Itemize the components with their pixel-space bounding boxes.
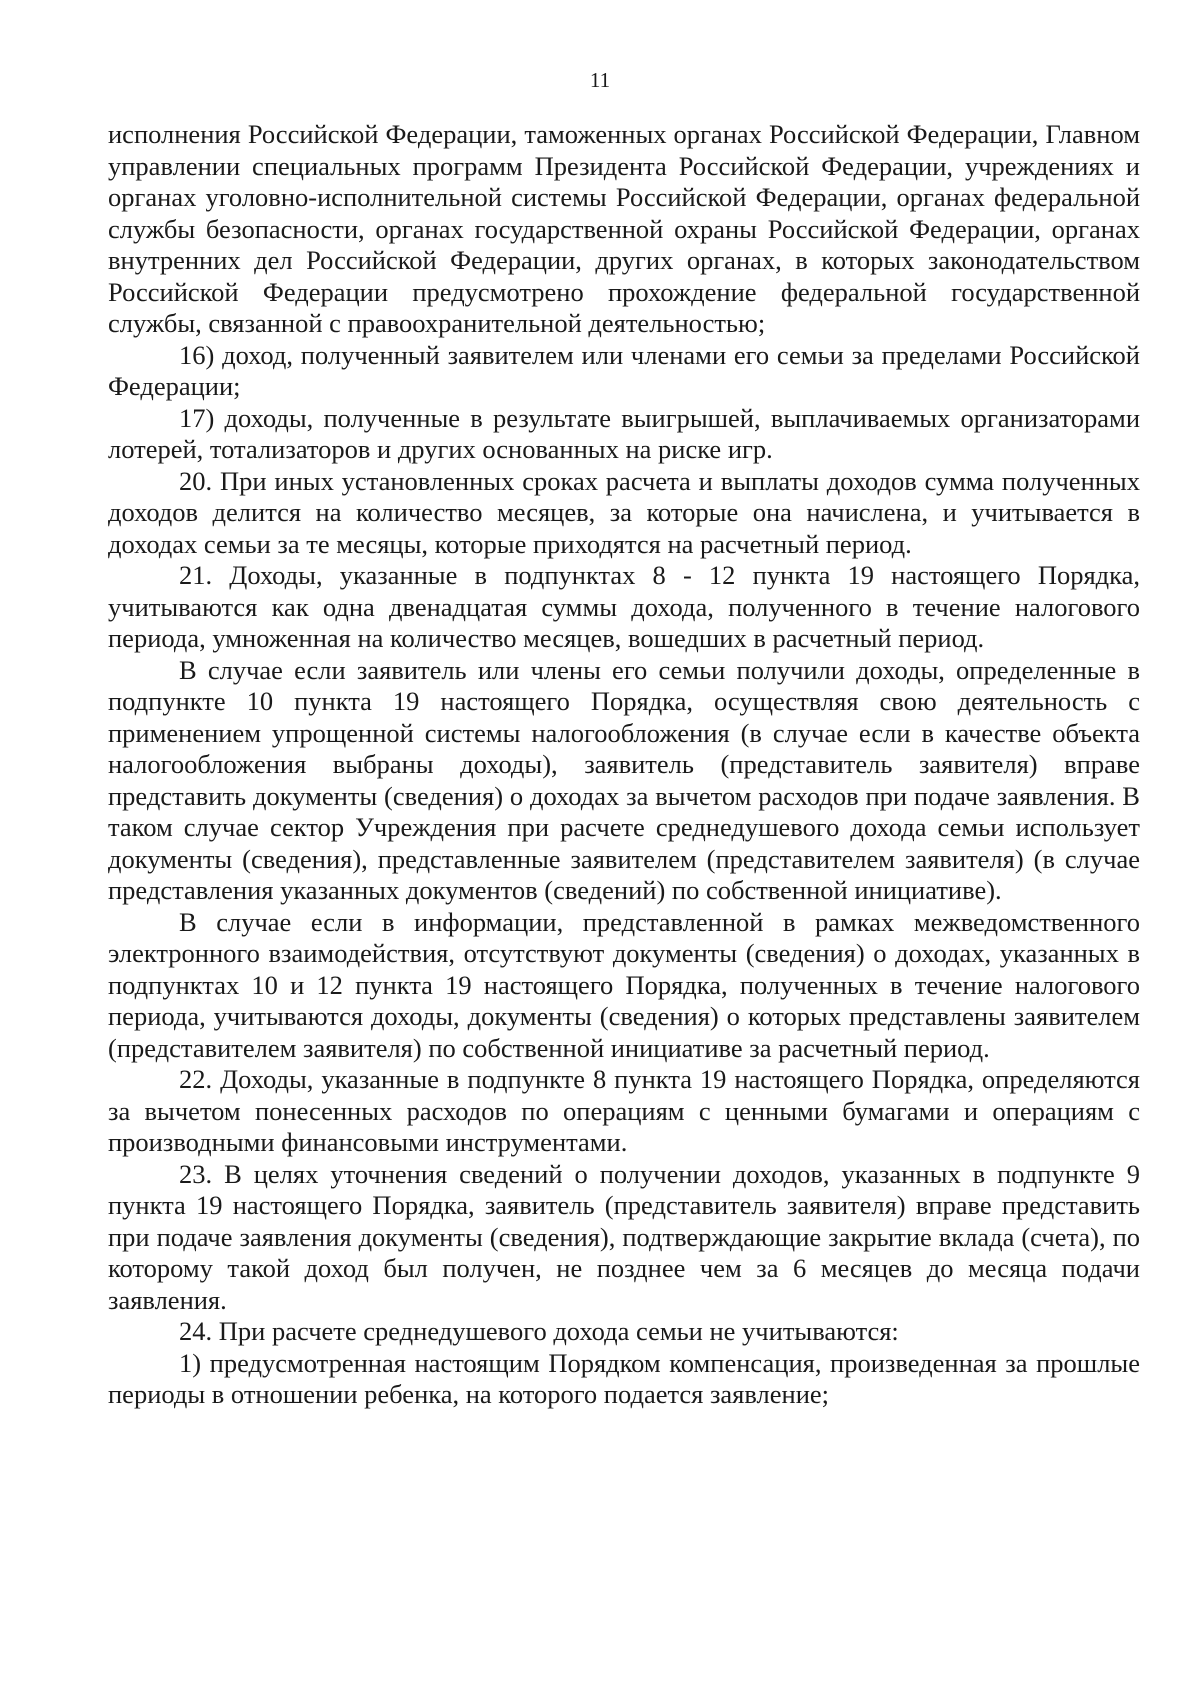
page-number: 11 bbox=[589, 68, 611, 92]
paragraph-clause-21-interagency: В случае если в информации, представленной в рамках межведомственного электронного взаимодействия, отсутствуют документы (сведения) о доходах, указанных в подпунктах 10 и 12 пункта 19 настоящего Порядка, полученных в течение налогового периода, учитываются доходы, документы (сведения) о которых представлены заявителем (представителем заявителя) по собственной инициативе за расчетный период. bbox=[108, 906, 1140, 1063]
paragraph-clause-20: 20. При иных установленных сроках расчета и выплаты доходов сумма полученных доходов делится на количество месяцев, за которые она начислена, и учитывается в доходах семьи за те месяцы, которые приходятся на расчетный период. bbox=[108, 465, 1140, 559]
paragraph-clause-23: 23. В целях уточнения сведений о получении доходов, указанных в подпункте 9 пункта 19 настоящего Порядка, заявитель (представитель заявителя) вправе представить при подаче заявления документы (сведения), подтверждающие закрытие вклада (счета), по которому такой доход был получен, не позднее чем за 6 месяцев до месяца подачи заявления. bbox=[108, 1158, 1140, 1315]
paragraph-item-17: 17) доходы, полученные в результате выигрышей, выплачиваемых организаторами лотерей, тотализаторов и других основанных на риске игр. bbox=[108, 402, 1140, 464]
paragraph-clause-22: 22. Доходы, указанные в подпункте 8 пункта 19 настоящего Порядка, определяются за вычетом понесенных расходов по операциям с ценными бумагами и операциям с производными финансовыми инструментами. bbox=[108, 1064, 1140, 1157]
paragraph-clause-24-item-1: 1) предусмотренная настоящим Порядком компенсация, произведенная за прошлые периоды в отношении ребенка, на которого подается заявление; bbox=[108, 1347, 1140, 1409]
paragraph-clause-21-simplified-tax: В случае если заявитель или члены его семьи получили доходы, определенные в подпункте 10 пункта 19 настоящего Порядка, осуществляя свою деятельность с применением упрощенной системы налогообложения (в случае если в качестве объекта налогообложения выбраны доходы), заявитель (представитель заявителя) вправе представить документы (сведения) о доходах за вычетом расходов при подаче заявления. В таком случае сектор Учреждения при расчете среднедушевого дохода семьи использует документы (сведения), представленные заявителем (представителем заявителя) (в случае представления указанных документов (сведений) по собственной инициативе). bbox=[108, 654, 1140, 905]
document-body bbox=[108, 119, 1140, 1411]
paragraph-continuation: исполнения Российской Федерации, таможенных органах Российской Федерации, Главном управлении специальных программ Президента Российской Федерации, учреждениях и органах уголовно-исполнительной системы Российской Федерации, органах федеральной службы безопасности, органах государственной охраны Российской Федерации, органах внутренних дел Российской Федерации, других органах, в которых законодательством Российской Федерации предусмотрено прохождение федеральной государственной службы, связанной с правоохранительной деятельностью; bbox=[108, 119, 1140, 338]
paragraph-item-16: 16) доход, полученный заявителем или членами его семьи за пределами Российской Федерации; bbox=[108, 339, 1140, 401]
paragraph-clause-21: 21. Доходы, указанные в подпунктах 8 - 12 пункта 19 настоящего Порядка, учитываются как одна двенадцатая суммы дохода, полученного в течение налогового периода, умноженная на количество месяцев, вошедших в расчетный период. bbox=[108, 560, 1140, 653]
paragraph-clause-24: 24. При расчете среднедушевого дохода семьи не учитываются: bbox=[179, 1316, 899, 1346]
